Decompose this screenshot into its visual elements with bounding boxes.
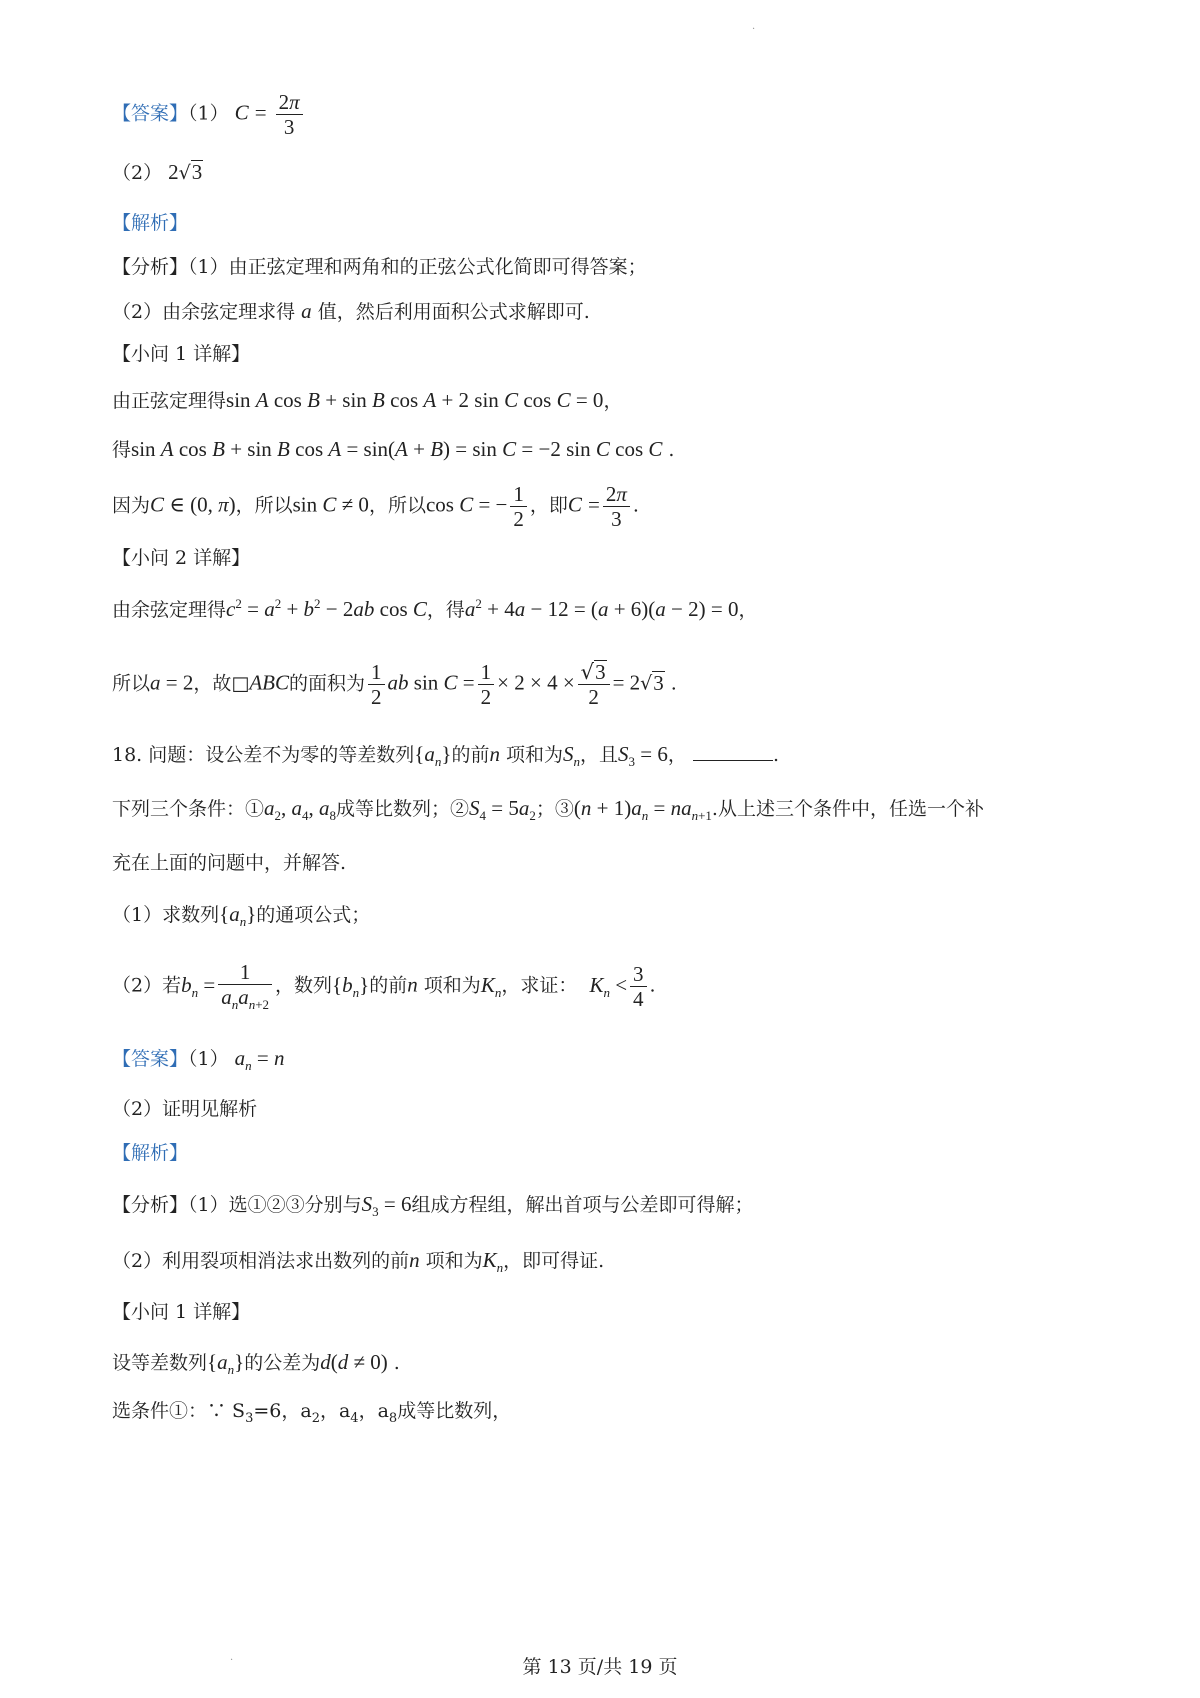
sub-question-1-heading: 【小问 1 详解】 <box>112 343 251 365</box>
problem-18-statement: 18. 问题：设公差不为零的等差数列$\{a_n\}$的前n 项和为$S_n$，且$S_3 = 6$， . <box>112 742 779 770</box>
answer-2: 【答案】（1） $a_n = n$ <box>112 1046 285 1074</box>
problem-18-part-2: （2）若$b_n$ = $\frac{1}{a_na_{n+2}}$ ，数列$\{b_n\}$的前n 项和为$K_n$，求证： $K_n$ < $\frac{3}{4}$ . <box>112 960 656 1013</box>
sub-question-2-heading: 【小问 2 详解】 <box>112 547 251 569</box>
fenxi-1-part2: （2）由余弦定理求得 a 值，然后利用面积公式求解即可. <box>112 299 590 323</box>
solution-18-line-2: 选条件①：∵ $S_3=6$，$a_2$，$a_4$，$a_8$成等比数列， <box>112 1400 512 1426</box>
answer-label: 【答案】 <box>112 102 189 125</box>
solution-2-line-2: 所以a = 2，故□ABC的面积为 $\frac{1}{2}$ ab sin C = $\frac{1}{2}$ × 2 × 4 × $\frac{√3}{2}$ = 2√3 . <box>112 660 677 710</box>
problem-18-part-1: （1）求数列$\{a_n\}$的通项公式； <box>112 902 371 930</box>
problem-18-conditions: 下列三个条件：$①a_2$, $a_4$, $a_8$成等比数列；$②S_4 = 5a_2$；③(n + $1)a_n = na_{n+1}$.从上述三个条件中，任选一个补 <box>112 796 984 824</box>
answer-1: 【答案】（1） C = $\frac{2\pi}{3}$ <box>112 90 306 139</box>
answer-label-2: 【答案】 <box>112 1048 189 1070</box>
answer-2-part2: （2）证明见解析 <box>112 1098 258 1120</box>
solution-2-line-1: 由余弦定理得$c^2 = a^2 + b^2 - 2ab$ cos C，得$a^2 + 4a - 12 = (a + 6)(a - 2) = 0$， <box>112 596 758 621</box>
solution-1-line-2: 得sin A cos B + sin B cos A = sin(A + B) = sin C = −2 sin C cos C . <box>112 437 675 461</box>
fill-blank <box>693 760 773 761</box>
scan-dot-2: · <box>230 1655 234 1666</box>
fenxi-1: 【分析】（1）由正弦定理和两角和的正弦公式化简即可得答案； <box>112 256 647 278</box>
fenxi-2: 【分析】（1）选①②③分别与$S_3 = 6$组成方程组，解出首项与公差即可得解； <box>112 1192 754 1220</box>
sub-question-18-1-heading: 【小问 1 详解】 <box>112 1301 251 1323</box>
analysis-label-2: 【解析】 <box>112 1142 189 1164</box>
triangle-symbol: □ <box>231 672 250 695</box>
problem-18-conditions-cont: 充在上面的问题中，并解答. <box>112 852 347 874</box>
solution-18-line-1: 设等差数列$\{a_n\}$的公差为d(d ≠ 0) . <box>112 1350 400 1378</box>
solution-1-line-3: 因为C ∈ (0, π)，所以sin C ≠ 0，所以cos C = − $\frac{1}{2}$ ，即C = $\frac{2\pi}{3}$ . <box>112 482 639 532</box>
solution-1-line-1: 由正弦定理得sin A cos B + sin B cos A + 2 sin C cos C = 0， <box>112 388 623 412</box>
fenxi-2-part2: （2）利用裂项相消法求出数列的前n 项和为$K_n$，即可得证. <box>112 1248 605 1276</box>
analysis-label-1: 【解析】 <box>112 212 189 234</box>
answer-1-part2: （2） 2√3 <box>112 160 203 184</box>
scan-dot: · <box>752 24 756 35</box>
page-footer: 第 13 页/共 19 页 <box>522 1656 678 1678</box>
